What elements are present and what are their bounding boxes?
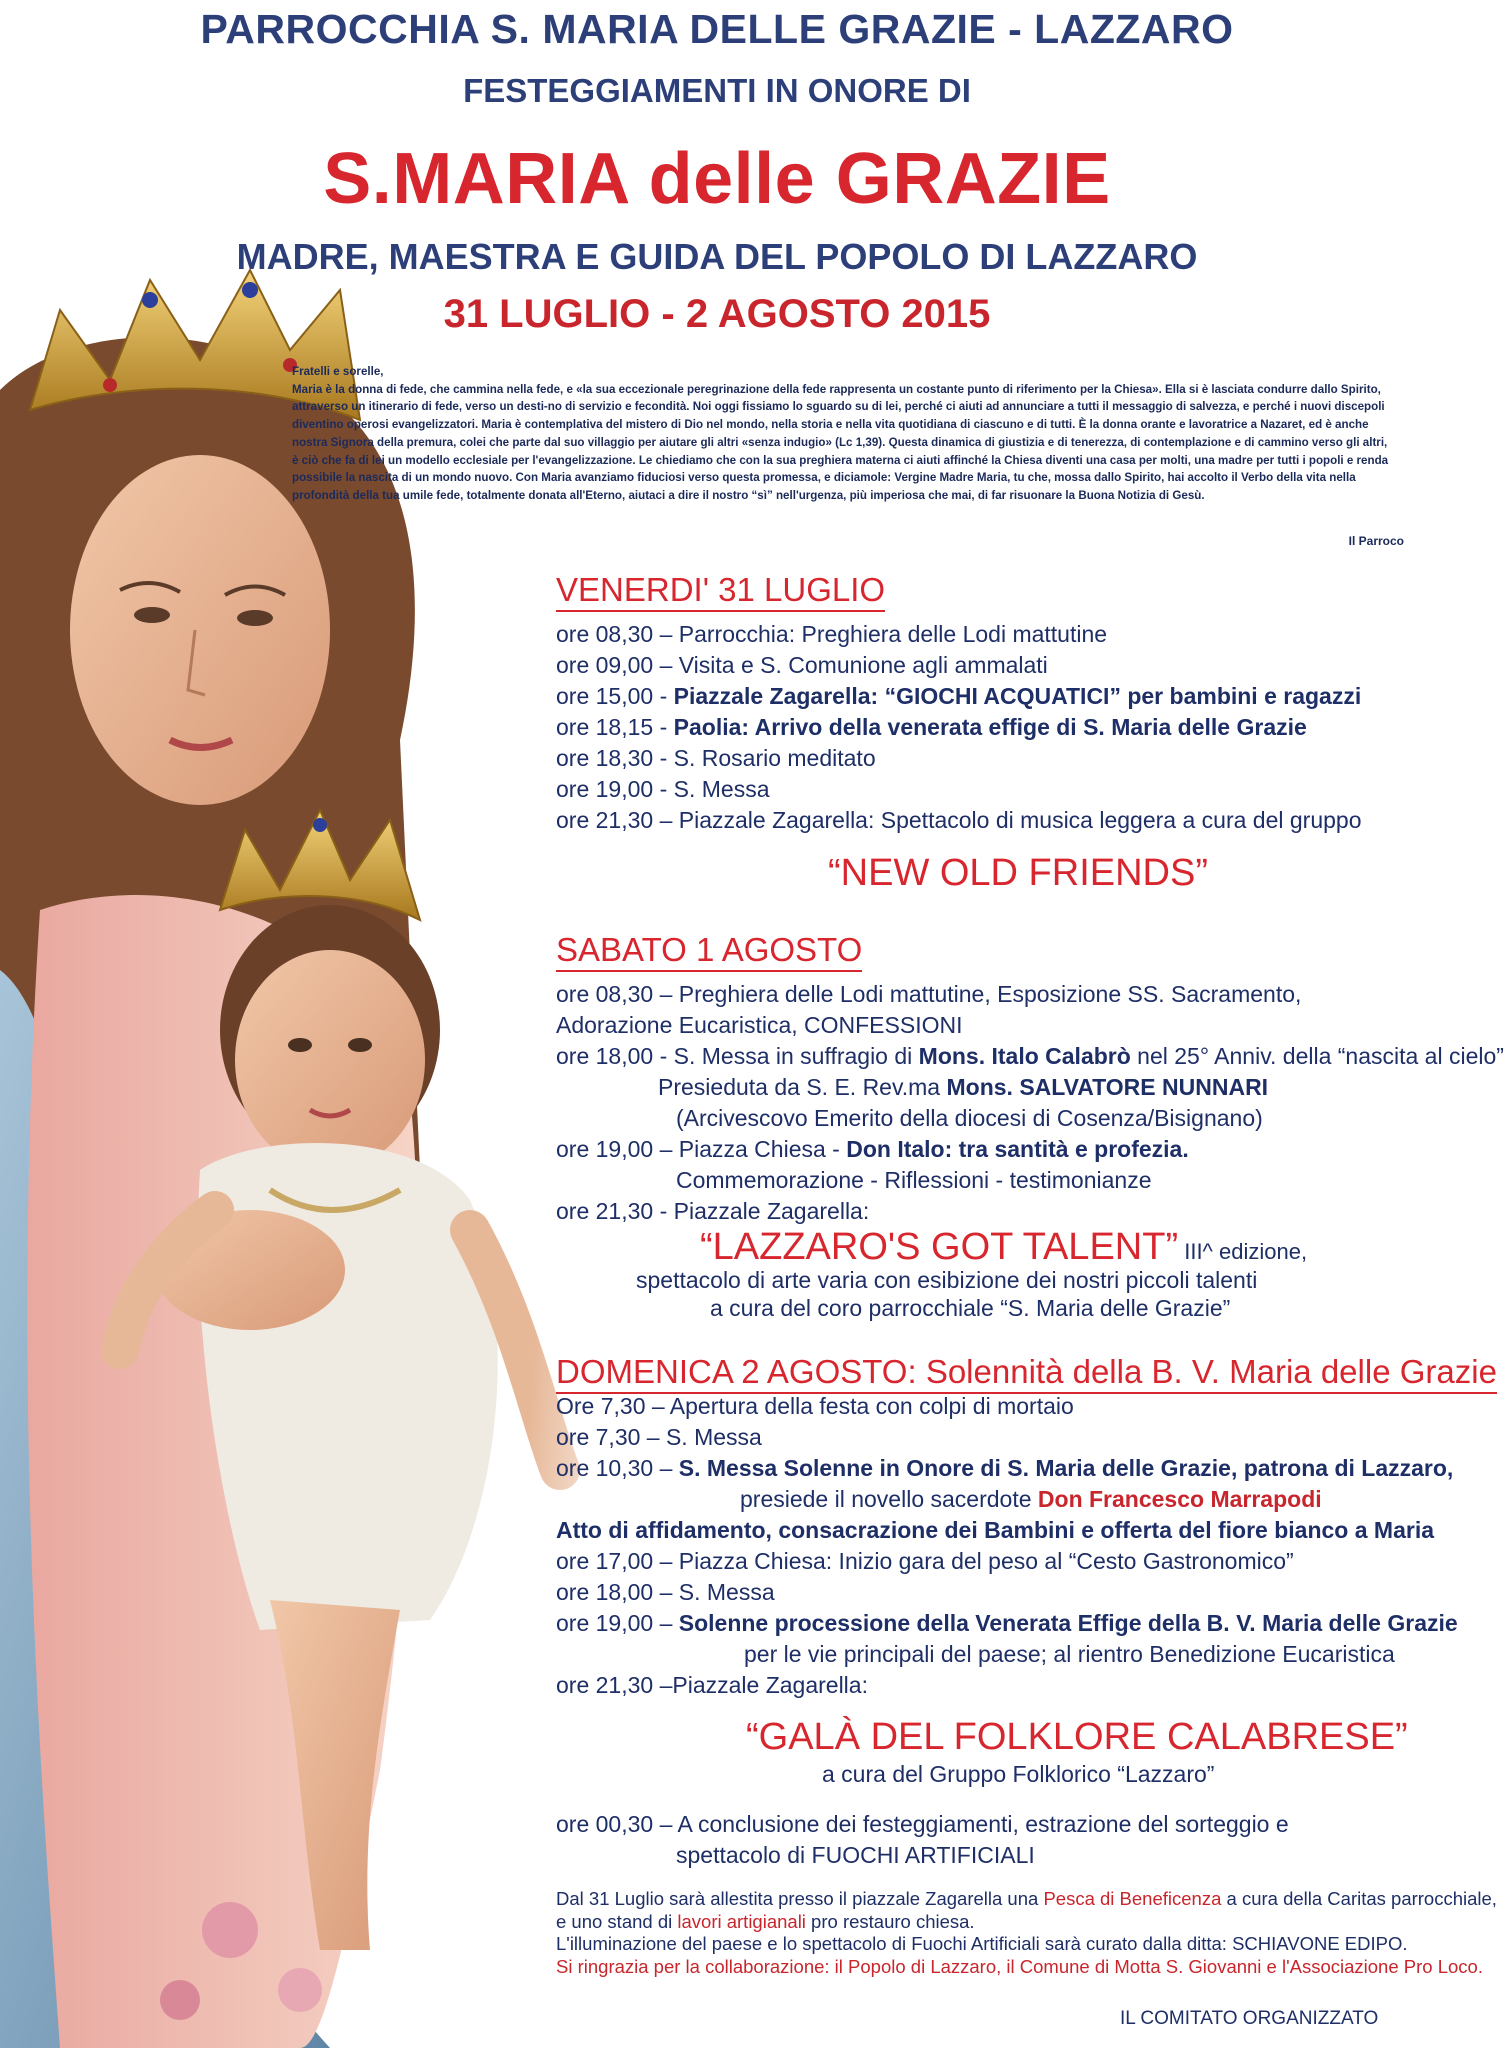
person-name: Mons. SALVATORE NUNNARI: [946, 1074, 1269, 1100]
letter-line: profondità della tua umile fede, totalmente donata all'Eterno, aiutaci a dire il nostro “sì” nell'urgenza, più imperiosa che mai, di far risuonare la Buona Notizia di Gesù.: [292, 488, 1205, 502]
talent-show-title: “LAZZARO'S GOT TALENT”: [700, 1226, 1179, 1268]
time: ore 15,00 -: [556, 683, 674, 709]
saturday-heading: SABATO 1 AGOSTO: [556, 932, 862, 972]
friday-heading: VENERDI' 31 LUGLIO: [556, 572, 885, 612]
sunday-item: ore 21,30 –Piazzale Zagarella:: [556, 1672, 868, 1698]
note-line: L'illuminazione del paese e lo spettacolo di Fuochi Artificiali sarà curato dalla ditta: SCHIAVONE EDIPO.: [556, 1933, 1408, 1954]
sunday-item: per le vie principali del paese; al rientro Benedizione Eucaristica: [744, 1641, 1395, 1667]
event-text: Solenne processione della Venerata Effige della B. V. Maria delle Grazie: [678, 1610, 1458, 1636]
note-text: a cura della Caritas parrocchiale,: [1221, 1888, 1497, 1909]
letter-greeting: Fratelli e sorelle,: [292, 365, 384, 378]
note-line: [556, 1911, 1416, 1934]
sunday-item: spettacolo di FUOCHI ARTIFICIALI: [676, 1842, 1035, 1868]
time: ore 18,15 -: [556, 714, 674, 740]
pastor-letter: [292, 363, 1404, 505]
time: ore 19,00 – Piazza Chiesa -: [556, 1136, 847, 1162]
sunday-item: ore 00,30 – A conclusione dei festeggiamenti, estrazione del sorteggio e: [556, 1811, 1289, 1837]
note-text: Dal 31 Luglio sarà allestita presso il piazzale Zagarella una: [556, 1888, 1044, 1909]
saturday-item: [658, 1073, 1268, 1101]
friday-item: ore 09,00 – Visita e S. Comunione agli ammalati: [556, 652, 1048, 678]
main-title: S.MARIA delle GRAZIE: [323, 139, 1111, 219]
time: ore 10,30 –: [556, 1455, 679, 1481]
note-text: e uno stand di: [556, 1910, 678, 1932]
friday-item: ore 08,30 – Parrocchia: Preghiera delle Lodi mattutine: [556, 621, 1108, 647]
friday-item: [556, 713, 1307, 741]
subtitle: MADRE, MAESTRA E GUIDA DEL POPOLO DI LAZZARO: [236, 236, 1198, 277]
saturday-item: [556, 1042, 1504, 1070]
saturday-item: a cura del coro parrocchiale “S. Maria delle Grazie”: [710, 1295, 1231, 1321]
note-highlight: Pesca di Beneficenza: [1043, 1888, 1222, 1909]
saturday-item: ore 08,30 – Preghiera delle Lodi mattutine, Esposizione SS. Sacramento,: [556, 981, 1302, 1007]
event-text: Paolia: Arrivo della venerata effige di S. Maria delle Grazie: [673, 714, 1307, 740]
event-text: nel 25° Anniv. della “nascita al cielo”: [1130, 1043, 1504, 1069]
sunday-highlight: “GALÀ DEL FOLKLORE CALABRESE”: [746, 1716, 1408, 1758]
saturday-item: (Arcivescovo Emerito della diocesi di Cosenza/Bisignano): [676, 1105, 1263, 1131]
sunday-item: ore 17,00 – Piazza Chiesa: Inizio gara del peso al “Cesto Gastronomico”: [556, 1548, 1294, 1574]
friday-item: ore 21,30 – Piazzale Zagarella: Spettacolo di musica leggera a cura del gruppo: [556, 807, 1362, 833]
note-line: [556, 1888, 1497, 1911]
event-text: ore 18,00 - S. Messa in suffragio di: [556, 1043, 919, 1069]
friday-item: ore 18,30 - S. Rosario meditato: [556, 745, 876, 771]
event-text: Piazzale Zagarella: “GIOCHI ACQUATICI” per bambini e ragazzi: [673, 683, 1362, 709]
celebration-intro: FESTEGGIAMENTI IN ONORE DI: [463, 72, 971, 109]
edition-label: III^ edizione,: [1178, 1239, 1308, 1264]
letter-signature: Il Parroco: [1348, 534, 1404, 548]
event-text: presiede il novello sacerdote: [740, 1486, 1038, 1512]
sunday-item: ore 18,00 – S. Messa: [556, 1579, 775, 1605]
event-text: Presieduta da S. E. Rev.ma: [658, 1074, 947, 1100]
person-name: Mons. Italo Calabrò: [918, 1043, 1131, 1069]
note-line: Si ringrazia per la collaborazione: il Popolo di Lazzaro, il Comune di Motta S. Giovanni e l'Associazione Pro Loco.: [556, 1955, 1483, 1977]
sunday-item: Ore 7,30 – Apertura della festa con colpi di mortaio: [556, 1393, 1074, 1419]
organizing-committee: IL COMITATO ORGANIZZATO: [1120, 2008, 1379, 2029]
sunday-item: [556, 1609, 1458, 1637]
saturday-item: Commemorazione - Riflessioni - testimonianze: [676, 1167, 1152, 1193]
saturday-item: ore 21,30 - Piazzale Zagarella:: [556, 1198, 870, 1224]
letter-line: Maria è la donna di fede, che cammina nella fede, e «la sua eccezionale peregrinazione della fede rappresenta un costante punto di riferimento per la Chiesa». Ella si è lasciata condurre dallo Spirito,: [292, 382, 1381, 396]
letter-line: è ciò che fa di lei un modello ecclesiale per l'evangelizzazione. Le chiediamo che con la sua preghiera materna ci aiuti affinché la Chiesa diventi una casa per molti, una madre per tutti i popoli e renda: [292, 453, 1389, 467]
event-text: Don Italo: tra santità e profezia.: [846, 1136, 1189, 1162]
friday-item: [556, 682, 1361, 710]
event-text: S. Messa Solenne in Onore di S. Maria delle Grazie, patrona di Lazzaro,: [678, 1455, 1454, 1481]
footer-notes: [556, 1888, 1497, 1978]
saturday-item: spettacolo di arte varia con esibizione dei nostri piccoli talenti: [636, 1267, 1258, 1293]
note-text: pro restauro chiesa.: [805, 1910, 975, 1932]
friday-item: ore 19,00 - S. Messa: [556, 776, 770, 802]
sunday-item: a cura del Gruppo Folklorico “Lazzaro”: [822, 1761, 1215, 1787]
sunday-heading: DOMENICA 2 AGOSTO: Solennità della B. V. Maria delle Grazie: [556, 1354, 1497, 1394]
madonna-statue-image: [0, 270, 600, 2048]
parish-name: PARROCCHIA S. MARIA DELLE GRAZIE - LAZZARO: [200, 6, 1234, 52]
letter-line: attraverso un itinerario di fede, verso un desti-no di servizio e fecondità. Noi oggi fissiamo lo sguardo su di lei, perché ci aiuti ad annunciare a tutti il messaggio di salvezza, e perché i nuovi discepoli: [292, 400, 1385, 414]
event-dates: 31 LUGLIO - 2 AGOSTO 2015: [443, 292, 991, 336]
note-highlight: lavori artigianali: [677, 1910, 806, 1932]
friday-highlight: “NEW OLD FRIENDS”: [828, 852, 1208, 894]
saturday-item: Adorazione Eucaristica, CONFESSIONI: [556, 1012, 963, 1038]
person-name: Don Francesco Marrapodi: [1037, 1486, 1322, 1512]
sunday-item: Atto di affidamento, consacrazione dei Bambini e offerta del fiore bianco a Maria: [556, 1517, 1434, 1543]
time: ore 19,00 –: [556, 1610, 679, 1636]
sunday-item: ore 7,30 – S. Messa: [556, 1424, 762, 1450]
sunday-item: [556, 1454, 1453, 1482]
sunday-item: [740, 1485, 1322, 1513]
letter-line: nostra Signora della premura, colei che parte dal suo villaggio per aiutare gli altri «senza indugio» (Lc 1,39). Questa dinamica di giustizia e di tenerezza, di contemplazione e di cammino verso gli altri,: [292, 435, 1388, 449]
letter-line: possibile la nascita di un mondo nuovo. Con Maria avanziamo fiduciosi verso questa promessa, e diciamole: Vergine Madre Maria, tu che, mossa dallo Spirito, hai accolto il Verbo della vita nella: [292, 471, 1356, 485]
saturday-item: [556, 1135, 1189, 1163]
letter-line: diventino operosi evangelizzatori. Maria è contemplativa del mistero di Dio nel mondo, nella storia e nella vita quotidiana di ciascuno e di tutti. È la donna orante e lavoratrice a Nazaret, ed è anche: [292, 418, 1369, 432]
